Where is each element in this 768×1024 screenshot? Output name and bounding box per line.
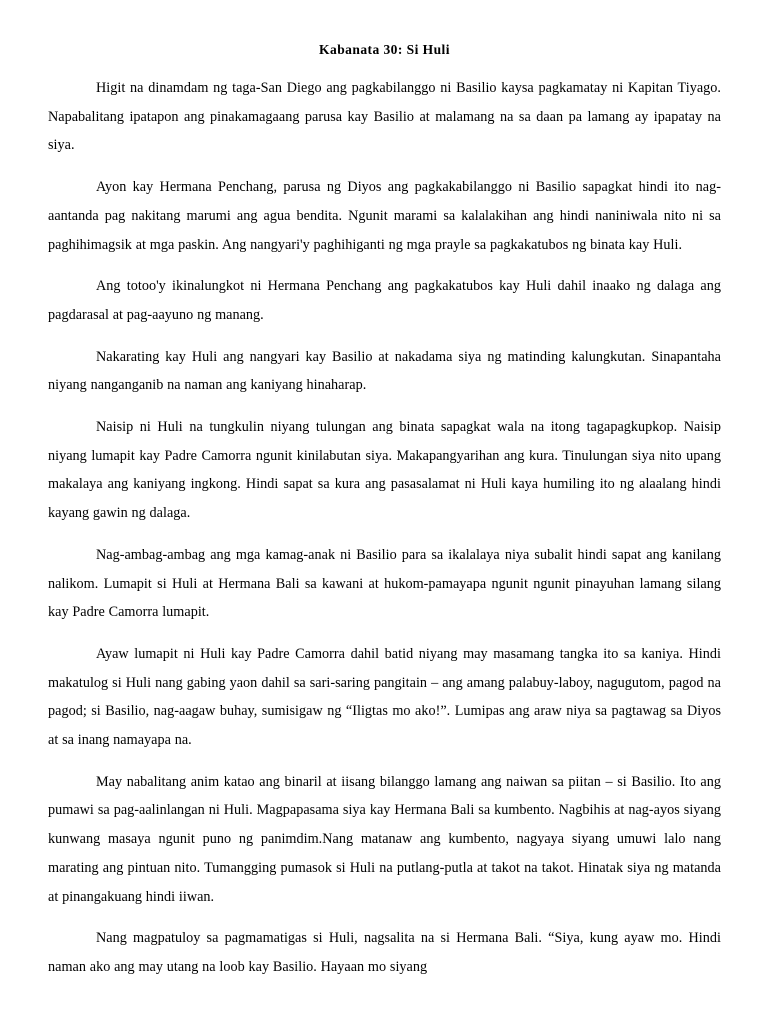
paragraph: Nakarating kay Huli ang nangyari kay Basilio at nakadama siya ng matinding kalungkutan. Sinapantaha niyang nanganganib na naman ang kaniyang hinaharap. xyxy=(48,348,721,394)
paragraph: Ayon kay Hermana Penchang, parusa ng Diyos ang pagkakabilanggo ni Basilio sapagkat hindi ito nag-aantanda pag nakitang marumi ang agua bendita. Ngunit marami sa kalalakihan ang hindi naniniwala nito ni sa paghihimagsik at mga paskin. Ang nangyari'y paghihiganti ng mga prayle sa pagkakatubos ng binata kay Huli. xyxy=(48,179,721,253)
document-body xyxy=(48,74,721,982)
paragraph: Higit na dinamdam ng taga-San Diego ang pagkabilanggo ni Basilio kaysa pagkamatay ni Kapitan Tiyago. Napabalitang ipatapon ang pinakamagaang parusa kay Basilio at malamang na sa daan pa lamang ay ipapatay na siya. xyxy=(48,80,721,154)
page-title: Kabanata 30: Si Huli xyxy=(319,42,450,57)
paragraph: Nag-ambag-ambag ang mga kamag-anak ni Basilio para sa ikalalaya niya subalit hindi sapat ang kanilang nalikom. Lumapit si Huli at Hermana Bali sa kawani at hukom-pamayapa ngunit ngunit pinayuhan lamang silang kay Padre Camorra lumapit. xyxy=(48,546,721,621)
paragraph: Nang magpatuloy sa pagmamatigas si Huli, nagsalita na si Hermana Bali. “Siya, kung ayaw mo. Hindi naman ako ang may utang na loob kay Basilio. Hayaan mo siyang xyxy=(48,930,721,975)
paragraph: Ayaw lumapit ni Huli kay Padre Camorra dahil batid niyang may masamang tangka ito sa kaniya. Hindi makatulog si Huli nang gabing yaon dahil sa sari-saring pangitain – ang amang palabuy-laboy, nagugutom, pagod na pagod; si Basilio, nag-aagaw buhay, sumisigaw ng “Iligtas mo ako!”. Lumipas ang araw niya sa pagtawag sa Diyos at sa inang namayapa na. xyxy=(48,645,721,749)
paragraph: Ang totoo'y ikinalungkot ni Hermana Penchang ang pagkakatubos kay Huli dahil inaako ng dalaga ang pagdarasal at pag-aayuno ng manang. xyxy=(48,278,721,323)
paragraph: Naisip ni Huli na tungkulin niyang tulungan ang binata sapagkat wala na itong tagapagkupkop. Naisip niyang lumapit kay Padre Camorra ngunit kinilabutan siya. Makapangyarihan ang kura. Tinulungan siya nito upang makalaya ang kaniyang ingkong. Hindi sapat sa kura ang pasasalamat ni Huli kaya humiling ito ng alaalang hindi kayang gawin ng dalaga. xyxy=(48,419,721,522)
paragraph: May nabalitang anim katao ang binaril at iisang bilanggo lamang ang naiwan sa piitan – si Basilio. Ito ang pumawi sa pag-aalinlangan ni Huli. Magpapasama siya kay Hermana Bali sa kumbento. Nagbihis at nag-ayos siyang kunwang masaya ngunit puno ng panimdim.Nang matanaw ang kumbento, nagyaya siyang umuwi lalo nang marating ang pintuan nito. Tumangging pumasok si Huli na putlang-putla at takot na takot. Hinatak siya ng matanda at pinangakuang hindi iiwan. xyxy=(48,773,721,905)
